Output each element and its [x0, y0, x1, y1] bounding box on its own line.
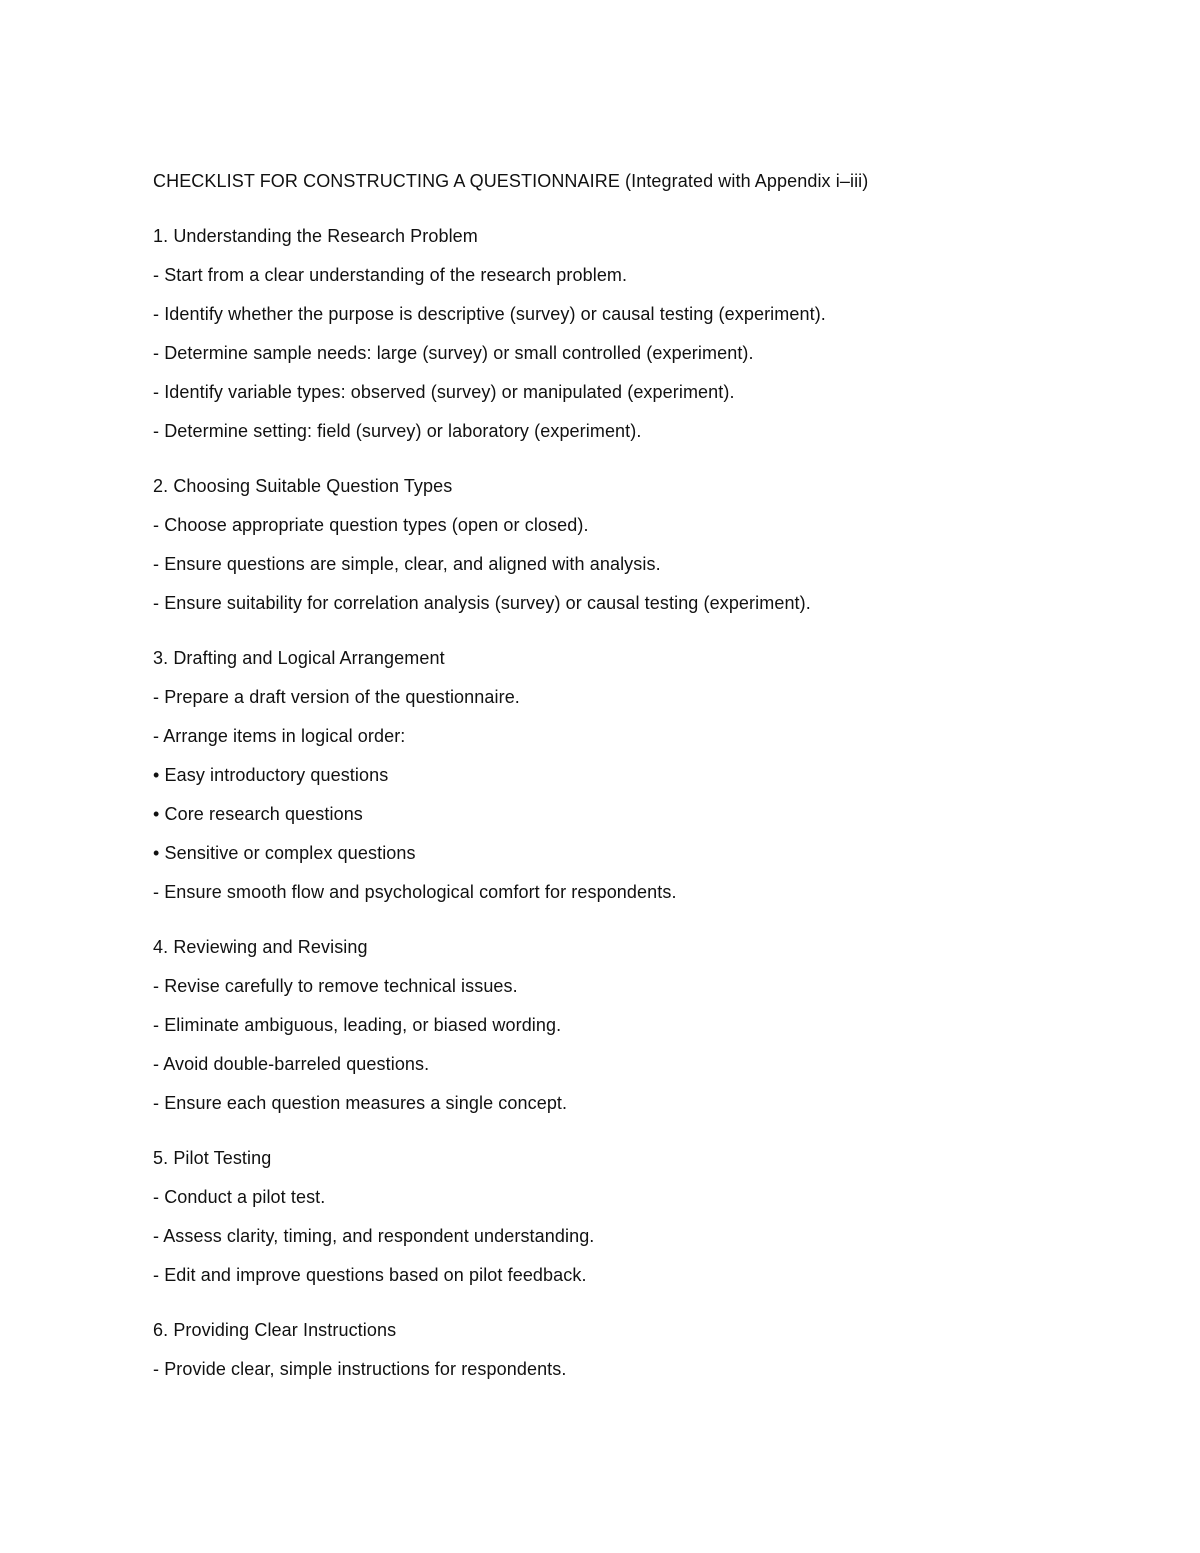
- section-heading: 1. Understanding the Research Problem: [153, 226, 478, 246]
- checklist-item: - Conduct a pilot test.: [153, 1187, 326, 1207]
- checklist-subitem: • Easy introductory questions: [153, 765, 389, 785]
- checklist-item: - Provide clear, simple instructions for respondents.: [153, 1359, 567, 1379]
- checklist-item: - Identify whether the purpose is descriptive (survey) or causal testing (experiment).: [153, 304, 826, 324]
- section-choosing-question-types: [153, 474, 1133, 615]
- checklist-item: - Assess clarity, timing, and respondent understanding.: [153, 1226, 595, 1246]
- checklist-item: - Start from a clear understanding of the research problem.: [153, 265, 628, 285]
- checklist-item: - Revise carefully to remove technical issues.: [153, 976, 518, 996]
- checklist-subitem: • Core research questions: [153, 804, 363, 824]
- section-clear-instructions: [153, 1318, 1133, 1381]
- checklist-subitem: • Sensitive or complex questions: [153, 843, 416, 863]
- checklist-item: - Ensure smooth flow and psychological comfort for respondents.: [153, 882, 677, 902]
- section-heading: 5. Pilot Testing: [153, 1148, 272, 1168]
- section-pilot-testing: [153, 1146, 1133, 1287]
- document-title: CHECKLIST FOR CONSTRUCTING A QUESTIONNAIRE (Integrated with Appendix i–iii): [153, 171, 869, 191]
- checklist-item: - Identify variable types: observed (survey) or manipulated (experiment).: [153, 382, 735, 402]
- checklist-item: - Arrange items in logical order:: [153, 726, 406, 746]
- checklist-item: - Ensure questions are simple, clear, and aligned with analysis.: [153, 554, 661, 574]
- section-heading: 3. Drafting and Logical Arrangement: [153, 648, 445, 668]
- section-understanding-research-problem: [153, 224, 1133, 443]
- checklist-item: - Ensure suitability for correlation analysis (survey) or causal testing (experiment).: [153, 593, 811, 613]
- checklist-item: - Avoid double-barreled questions.: [153, 1054, 430, 1074]
- checklist-item: - Edit and improve questions based on pilot feedback.: [153, 1265, 587, 1285]
- document-body: [153, 169, 1133, 1412]
- checklist-item: - Choose appropriate question types (open or closed).: [153, 515, 589, 535]
- checklist-item: - Prepare a draft version of the questionnaire.: [153, 687, 520, 707]
- checklist-item: - Ensure each question measures a single concept.: [153, 1093, 568, 1113]
- section-heading: 2. Choosing Suitable Question Types: [153, 476, 453, 496]
- section-drafting-logical-arrangement: [153, 646, 1133, 904]
- checklist-item: - Determine setting: field (survey) or laboratory (experiment).: [153, 421, 642, 441]
- checklist-item: - Determine sample needs: large (survey) or small controlled (experiment).: [153, 343, 754, 363]
- checklist-item: - Eliminate ambiguous, leading, or biased wording.: [153, 1015, 562, 1035]
- section-heading: 4. Reviewing and Revising: [153, 937, 368, 957]
- section-reviewing-revising: [153, 935, 1133, 1115]
- section-heading: 6. Providing Clear Instructions: [153, 1320, 397, 1340]
